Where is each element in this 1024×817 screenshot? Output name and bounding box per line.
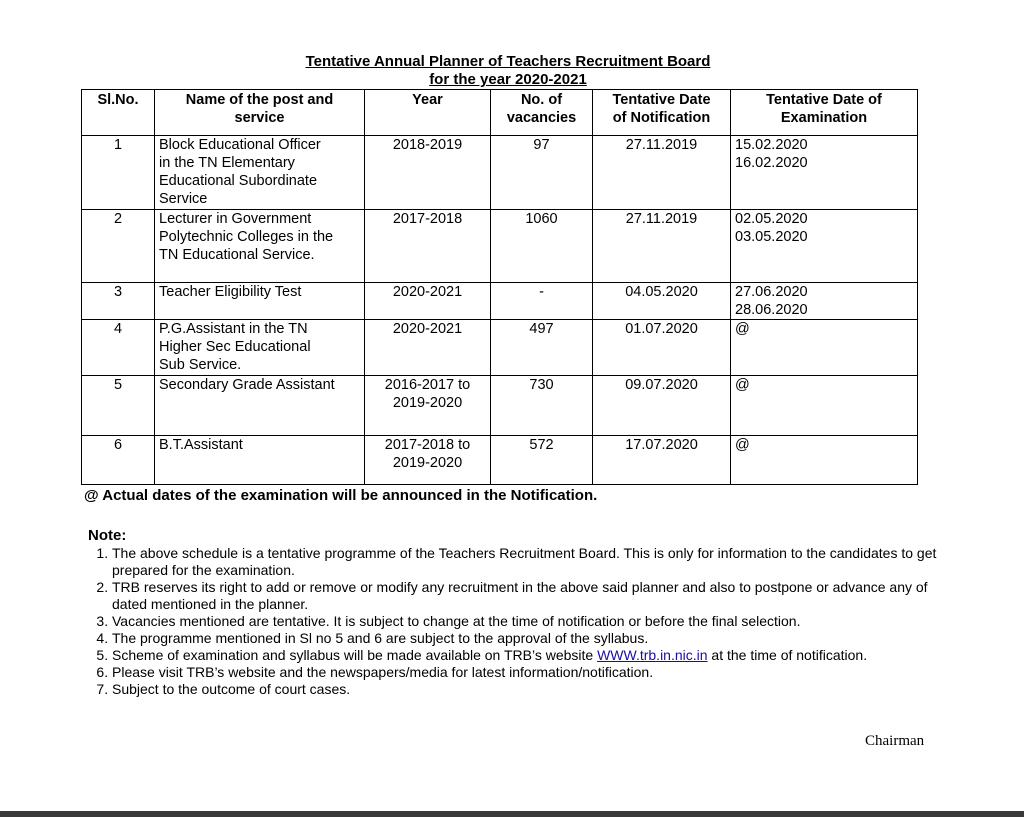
table-row [82, 320, 918, 376]
header-year: Year [365, 90, 491, 136]
table-row [82, 436, 918, 485]
note-item: 7. Subject to the outcome of court cases. [112, 681, 962, 698]
cell-exam-date: @ [731, 320, 918, 376]
header-post-name: Name of the post and service [155, 90, 365, 136]
cell-vacancies: 497 [491, 320, 593, 376]
note-item: 3. Vacancies mentioned are tentative. It is subject to change at the time of notification or before the final selection. [112, 613, 962, 630]
note-item: 6. Please visit TRB’s website and the newspapers/media for latest information/notification. [112, 664, 962, 681]
cell-notification-date: 09.07.2020 [593, 376, 731, 436]
table-row [82, 210, 918, 283]
header-notification-date: Tentative Date of Notification [593, 90, 731, 136]
cell-slno: 5 [82, 376, 155, 436]
header-exam-date: Tentative Date of Examination [731, 90, 918, 136]
cell-notification-date: 27.11.2019 [593, 210, 731, 283]
cell-slno: 6 [82, 436, 155, 485]
cell-slno: 4 [82, 320, 155, 376]
trb-website-link[interactable]: WWW.trb.in.nic.in [597, 647, 708, 663]
cell-exam-date: @ [731, 436, 918, 485]
cell-year: 2020-2021 [365, 320, 491, 376]
note-item: 1. The above schedule is a tentative programme of the Teachers Recruitment Board. This is only for information to the candidates to get prepared for the examination. [112, 545, 962, 579]
chairman-signature: Chairman [865, 733, 925, 749]
table-header-row [82, 90, 918, 136]
cell-notification-date: 27.11.2019 [593, 136, 731, 210]
cell-exam-date: 15.02.2020 16.02.2020 [731, 136, 918, 210]
document-subtitle: for the year 2020-2021 [429, 71, 587, 88]
cell-post-name: B.T.Assistant [155, 436, 365, 485]
cell-year: 2017-2018 [365, 210, 491, 283]
note-item: 4. The programme mentioned in Sl no 5 and 6 are subject to the approval of the syllabus. [112, 630, 962, 647]
exam-date-footnote: @ Actual dates of the examination will be announced in the Notification. [84, 487, 598, 504]
planner-table [81, 89, 918, 485]
cell-year: 2017-2018 to 2019-2020 [365, 436, 491, 485]
notes-list [88, 545, 962, 698]
notes-heading: Note: [88, 527, 127, 544]
cell-year: 2018-2019 [365, 136, 491, 210]
header-vacancies: No. of vacancies [491, 90, 593, 136]
cell-post-name: Lecturer in Government Polytechnic Colleges in the TN Educational Service. [155, 210, 365, 283]
header-slno: Sl.No. [82, 90, 155, 136]
cell-post-name: Secondary Grade Assistant [155, 376, 365, 436]
cell-slno: 2 [82, 210, 155, 283]
cell-slno: 3 [82, 283, 155, 320]
cell-year: 2016-2017 to 2019-2020 [365, 376, 491, 436]
cell-exam-date: @ [731, 376, 918, 436]
note-item: 2. TRB reserves its right to add or remove or modify any recruitment in the above said planner and also to postpone or advance any of dated mentioned in the planner. [112, 579, 962, 613]
document-title: Tentative Annual Planner of Teachers Recruitment Board [305, 53, 711, 70]
cell-notification-date: 01.07.2020 [593, 320, 731, 376]
table-row [82, 283, 918, 320]
note-item: 5. Scheme of examination and syllabus will be made available on TRB’s website WWW.trb.in.nic.in at the time of notification. [112, 647, 962, 664]
page-bottom-border [0, 811, 1024, 817]
cell-vacancies: 97 [491, 136, 593, 210]
cell-notification-date: 04.05.2020 [593, 283, 731, 320]
table-row [82, 136, 918, 210]
cell-year: 2020-2021 [365, 283, 491, 320]
cell-post-name: Block Educational Officer in the TN Elementary Educational Subordinate Service [155, 136, 365, 210]
cell-vacancies: 730 [491, 376, 593, 436]
cell-slno: 1 [82, 136, 155, 210]
cell-exam-date: 02.05.2020 03.05.2020 [731, 210, 918, 283]
cell-notification-date: 17.07.2020 [593, 436, 731, 485]
cell-exam-date: 27.06.2020 28.06.2020 [731, 283, 918, 320]
cell-vacancies: - [491, 283, 593, 320]
cell-vacancies: 572 [491, 436, 593, 485]
cell-post-name: Teacher Eligibility Test [155, 283, 365, 320]
table-row [82, 376, 918, 436]
cell-post-name: P.G.Assistant in the TN Higher Sec Educational Sub Service. [155, 320, 365, 376]
cell-vacancies: 1060 [491, 210, 593, 283]
